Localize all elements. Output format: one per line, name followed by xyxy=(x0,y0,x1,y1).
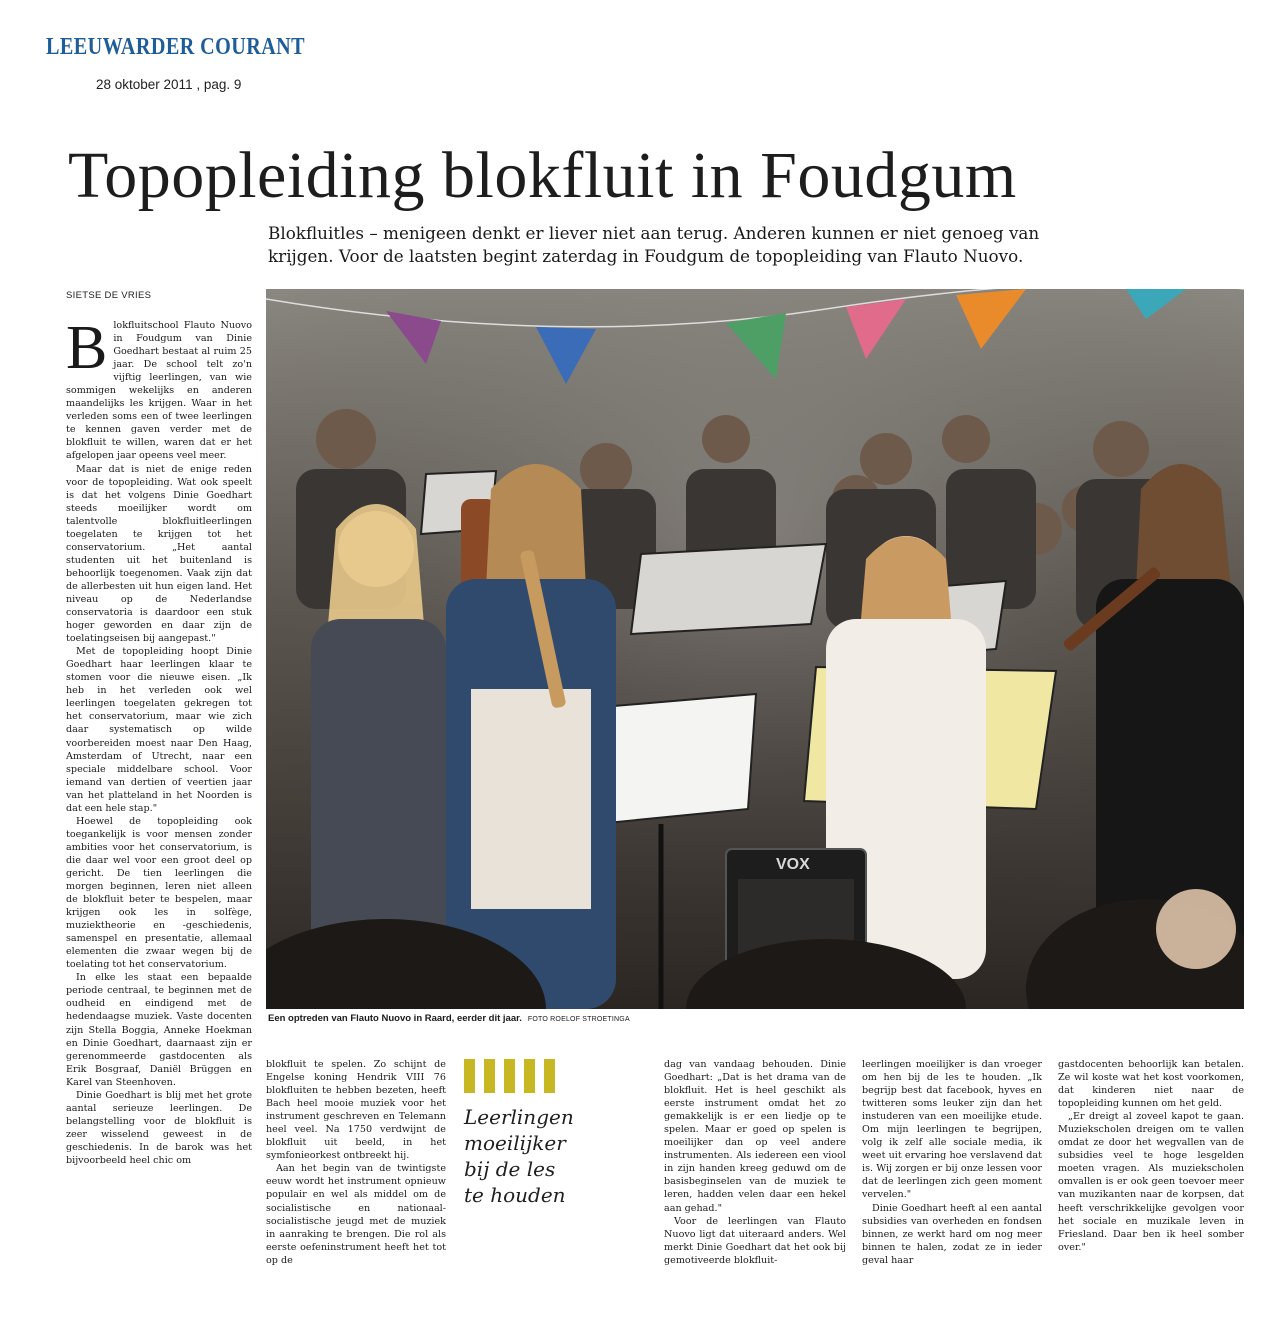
paragraph: gastdocenten behoorlijk kan betalen. Ze wil koste wat het kost voorkomen, dat kinderen niet naar de topopleiding kunnen om het geld. xyxy=(1058,1059,1244,1110)
paragraph: In elke les staat een bepaalde periode centraal, te beginnen met de oudheid en eindigend met de hedendaagse muziek. Vaste docenten zijn Stella Boggia, Anneke Hoekman en Dinie Goedhart, daarnaast zijn er gerenommeerde gastdocenten als Erik Bosgraaf, Daniël Brüggen en Karel van Steenhoven. xyxy=(66,972,252,1088)
article-column-2 xyxy=(266,1058,446,1267)
photo-caption xyxy=(268,1013,630,1024)
photo-credit: FOTO ROELOF STROETINGA xyxy=(527,1016,630,1023)
paragraph: Dinie Goedhart heeft al een aantal subsidies van overheden en fondsen binnen, ze werkt hard om nog meer binnen te halen, zodat ze in ieder geval haar xyxy=(862,1202,1042,1266)
article-column-1 xyxy=(66,314,252,1167)
newspaper-masthead: LEEUWARDER COURANT xyxy=(46,34,306,60)
article-intro xyxy=(268,222,1148,268)
article-column-3 xyxy=(664,1058,846,1267)
paragraph: Blokfluitschool Flauto Nuovo in Foudgum van Dinie Goedhart bestaat al ruim 25 jaar. De school telt zo'n vijftig leerlingen, van wie sommigen wekelijks en anderen maandelijks les krijgen. Waar in het verleden soms een of twee leerlingen te kennen gaven verder met de blokfluit te willen, waren dat er het afgelopen jaar opeens veel meer. xyxy=(66,314,252,462)
paragraph: Voor de leerlingen van Flauto Nuovo ligt dat uiteraard anders. Wel merkt Dinie Goedhart dat het ook bij gemotiveerde blokfluit- xyxy=(664,1215,846,1266)
paragraph: Dinie Goedhart is blij met het grote aantal serieuze leerlingen. De belangstelling voor de blokfluit is zeer wisselend geweest in de geschiedenis. In de barok was het bijvoorbeeld heel chic om xyxy=(66,1089,252,1166)
pullquote-line: bij de les xyxy=(464,1157,556,1181)
paragraph: „Er dreigt al zoveel kapot te gaan. Muziekscholen dreigen om te vallen omdat ze door het wegvallen van de subsidies veel te hoge lesgelden moeten vragen. Als muziekscholen omvallen is er ook geen toevoer meer van muzikanten naar de korpsen, dat heeft verschrikkelijke gevolgen voor het sociale en muzikale leven in Friesland. Daar ben ik heel somber over." xyxy=(1058,1111,1244,1253)
byline: SIETSE DE VRIES xyxy=(66,290,152,301)
accent-bar xyxy=(464,1059,475,1093)
accent-bar xyxy=(504,1059,515,1093)
accent-bar xyxy=(524,1059,535,1093)
article-headline: Topopleiding blokfluit in Foudgum xyxy=(68,139,1017,212)
paragraph: dag van vandaag behouden. Dinie Goedhart: „Dat is het drama van de blokfluit. Het is heel geschikt als eerste instrument omdat het zo gemakkelijk is er een liedje op te spelen. Maar er goed op spelen is moeilijker dan op veel andere instrumenten. Als iedereen een viool in zijn handen kreeg geduwd om de basisbeginselen van de muziek te leren, hadden velen daar een hekel aan gehad." xyxy=(664,1059,846,1214)
paragraph: Maar dat is niet de enige reden voor de topopleiding. Wat ook speelt is dat het volgens Dinie Goedhart steeds moeilijker wordt om talentvolle blokfluitleerlingen toegelaten te krijgen tot het conservatorium. „Het aantal studenten uit het buitenland is behoorlijk toegenomen. Vaak zijn dat de allerbesten uit hun eigen land. Het niveau op de Nederlandse conservatoria is daardoor een stuk hoger geworden en daar zijn de toelatingseisen bij aangepast." xyxy=(66,463,252,645)
intro-line: krijgen. Voor de laatsten begint zaterdag in Foudgum de topopleiding van Flauto Nuovo. xyxy=(268,246,1024,266)
amp-logo: VOX xyxy=(776,856,810,873)
publication-date: 28 oktober 2011 , pag. 9 xyxy=(96,77,242,92)
caption-text: Een optreden van Flauto Nuovo in Raard, eerder dit jaar. xyxy=(268,1013,522,1024)
paragraph: Hoewel de topopleiding ook toegankelijk is voor mensen zonder ambities voor het conservatorium, is die daar wel voor een groot deel op gericht. De tien leerlingen die morgen beginnen, leren niet alleen de blokfluit beter te bespelen, maar krijgen ook les in solfège, muziektheorie en -geschiedenis, samenspel en presentatie, allemaal elementen die zwaar wegen bij de toelating tot het conservatorium. xyxy=(66,815,252,971)
intro-line: Blokfluitles – menigeen denkt er liever niet aan terug. Anderen kunnen er niet genoeg van xyxy=(268,223,1040,243)
pullquote-accent-bars xyxy=(464,1059,584,1093)
paragraph: Aan het begin van de twintigste eeuw wordt het instrument opnieuw populair en wel als middel om de socialistische en nationaal-socialistische jeugd met de muziek in aanraking te brengen. Die rol als eerste oefeninstrument heeft het tot op de xyxy=(266,1163,446,1266)
accent-bar xyxy=(484,1059,495,1093)
article-photo xyxy=(266,289,1244,1009)
pullquote-line: Leerlingen xyxy=(464,1105,574,1129)
article-column-5 xyxy=(1058,1058,1244,1254)
paragraph: leerlingen moeilijker is dan vroeger om hen bij de les te houden. „Ik begrijp best dat facebook, hyves en twitteren soms leuker zijn dan het instuderen van een moeilijke etude. Om mijn leerlingen te begrijpen, volg ik zelf alle sociale media, ik weet uit ervaring hoe verslavend dat is. Wij zorgen er bij onze lessen voor dat de leerlingen zich geen moment vervelen." xyxy=(862,1059,1042,1201)
drop-cap: B xyxy=(66,314,108,382)
pullquote xyxy=(464,1104,604,1208)
accent-bar xyxy=(544,1059,555,1093)
paragraph: blokfluit te spelen. Zo schijnt de Engelse koning Hendrik VIII 76 blokfluiten te hebben bezeten, heeft Bach heel mooie muziek voor het instrument geschreven en Telemann heel veel. Na 1750 verdwijnt de blokfluit uit beeld, in het symfonieorkest ontbreekt hij. xyxy=(266,1059,446,1162)
photo-recorder-ensemble xyxy=(266,289,1244,1009)
pullquote-line: te houden xyxy=(464,1183,566,1207)
paragraph: Met de topopleiding hoopt Dinie Goedhart haar leerlingen klaar te stomen voor die nieuwe eisen. „Ik heb in het verleden ook wel leerlingen toegelaten gekregen tot het conservatorium, maar wie zich daar systematisch op wilde voorbereiden moest naar Den Haag, Amsterdam of Utrecht, naar een speciale middelbare school. Voor iemand van dertien of veertien jaar van het platteland in het Noorden is dat een hele stap." xyxy=(66,646,252,814)
pullquote-line: moeilijker xyxy=(464,1131,566,1155)
article-column-4 xyxy=(862,1058,1042,1267)
